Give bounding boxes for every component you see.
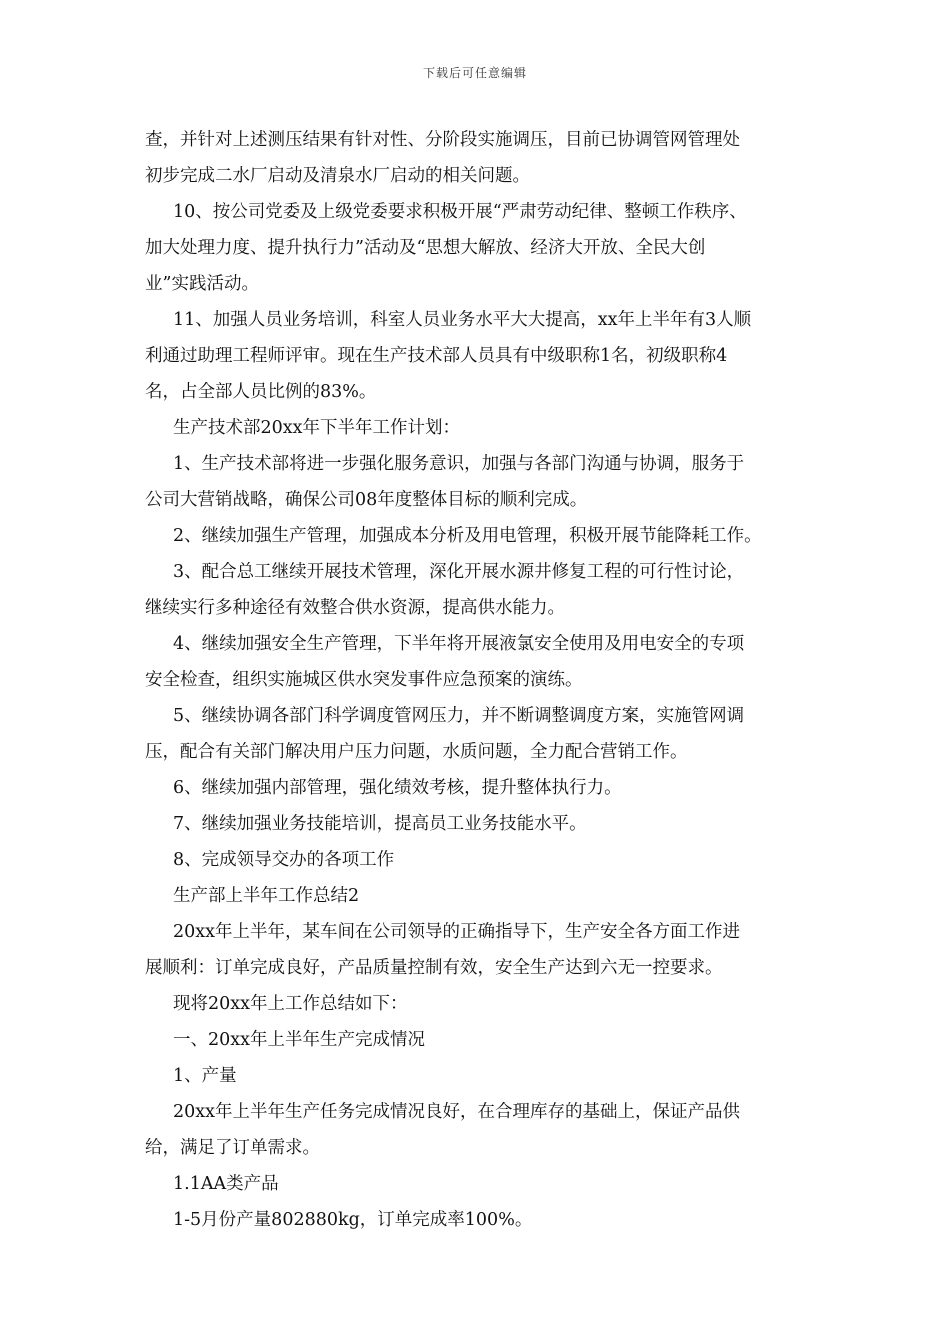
page-header: 下载后可任意编辑 (422, 66, 527, 80)
text-line: 初步完成二水厂启动及清泉水厂启动的相关问题。 (145, 166, 530, 186)
text-line: 业”实践活动。 (145, 274, 259, 294)
document-body (145, 122, 807, 1238)
text-line: 给，满足了订单需求。 (145, 1138, 320, 1158)
text-line: 6、继续加强内部管理，强化绩效考核，提升整体执行力。 (173, 778, 622, 798)
text-line: 继续实行多种途径有效整合供水资源，提高供水能力。 (145, 598, 565, 618)
text-line: 展顺利：订单完成良好，产品质量控制有效，安全生产达到六无一控要求。 (145, 958, 723, 978)
text-line: 加大处理力度、提升执行力”活动及“思想大解放、经济大开放、全民大创 (145, 238, 706, 258)
text-line: 11、加强人员业务培训，科室人员业务水平大大提高，xx年上半年有3人顺 (173, 310, 752, 330)
text-line: 10、按公司党委及上级党委要求积极开展“严肃劳动纪律、整顿工作秩序、 (173, 202, 747, 222)
text-line: 压，配合有关部门解决用户压力问题，水质问题，全力配合营销工作。 (145, 742, 688, 762)
text-line: 7、继续加强业务技能培训，提高员工业务技能水平。 (173, 814, 587, 834)
text-line: 一、20xx年上半年生产完成情况 (173, 1030, 426, 1050)
text-line: 20xx年上半年，某车间在公司领导的正确指导下，生产安全各方面工作进 (173, 922, 741, 942)
text-line: 20xx年上半年生产任务完成情况良好，在合理库存的基础上，保证产品供 (173, 1102, 741, 1122)
text-line: 8、完成领导交办的各项工作 (173, 850, 395, 870)
text-line: 1、产量 (173, 1066, 237, 1086)
text-line: 查，并针对上述测压结果有针对性、分阶段实施调压，目前已协调管网管理处 (145, 130, 740, 150)
text-line: 现将20xx年上工作总结如下： (173, 994, 408, 1014)
text-line: 5、继续协调各部门科学调度管网压力，并不断调整调度方案，实施管网调 (173, 706, 745, 726)
text-line: 3、配合总工继续开展技术管理，深化开展水源井修复工程的可行性讨论， (173, 562, 745, 582)
text-line: 1、生产技术部将进一步强化服务意识，加强与各部门沟通与协调，服务于 (173, 454, 745, 474)
text-line: 2、继续加强生产管理，加强成本分析及用电管理，积极开展节能降耗工作。 (173, 526, 762, 546)
text-line: 生产部上半年工作总结2 (173, 886, 360, 906)
text-line: 1-5月份产量802880kg，订单完成率100%。 (173, 1210, 533, 1230)
text-line: 4、继续加强安全生产管理，下半年将开展液氯安全使用及用电安全的专项 (173, 634, 745, 654)
text-line: 生产技术部20xx年下半年工作计划： (173, 418, 461, 438)
text-line: 名，占全部人员比例的83%。 (145, 382, 377, 402)
text-line: 安全检查，组织实施城区供水突发事件应急预案的演练。 (145, 670, 583, 690)
text-line: 公司大营销战略，确保公司08年度整体目标的顺利完成。 (145, 490, 588, 510)
text-line: 利通过助理工程师评审。现在生产技术部人员具有中级职称1名，初级职称4 (145, 346, 728, 366)
text-line: 1.1AA类产品 (173, 1174, 279, 1194)
